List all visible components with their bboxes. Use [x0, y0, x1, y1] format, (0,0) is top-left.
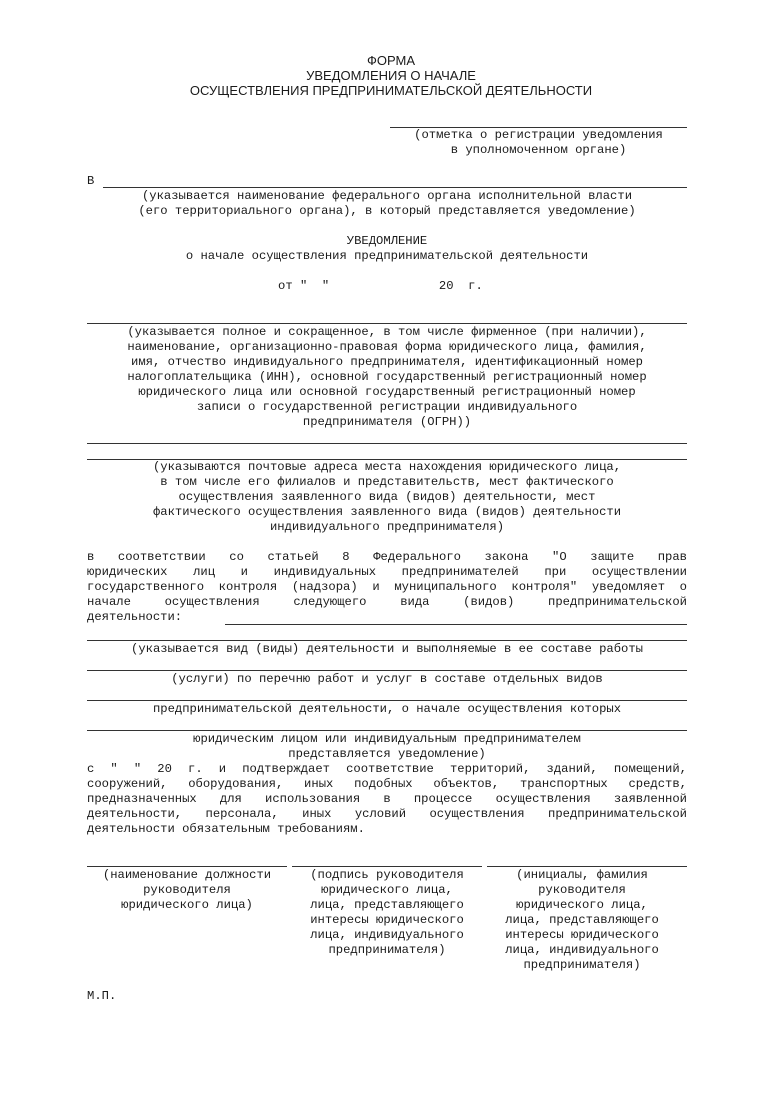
registration-mark-caption: (отметка о регистрации уведомления — [414, 128, 663, 142]
initials-caption: руководителя — [538, 883, 626, 897]
applicant-note: предпринимателя (ОГРН)) — [302, 415, 472, 429]
activity-line — [87, 730, 687, 731]
signature-caption: лица, представляющего — [310, 898, 464, 912]
initials-caption: лица, индивидуального — [505, 943, 659, 957]
law-paragraph-line: юридических лиц и индивидуальных предпринимателей при осуществлении — [87, 565, 687, 579]
applicant-note: налогоплательщика (ИНН), основной государственный регистрационный номер — [127, 370, 647, 384]
applicant-note: записи о государственной регистрации индивидуального — [196, 400, 578, 414]
signature-line — [292, 866, 482, 867]
signature-caption: лица, индивидуального — [310, 928, 464, 942]
signature-caption: интересы юридического — [310, 913, 464, 927]
address-note: индивидуального предпринимателя) — [269, 520, 505, 534]
position-caption: (наименование должности — [102, 868, 272, 882]
law-paragraph-line: государственного контроля (надзора) и муниципального контроля" уведомляет о — [87, 580, 687, 594]
compliance-paragraph-line: предназначенных для использования в процессе осуществления заявленной — [87, 792, 687, 806]
position-line — [87, 866, 287, 867]
activity-line — [87, 670, 687, 671]
activity-line — [87, 700, 687, 701]
applicant-note: (указывается полное и сокращенное, в том числе фирменное (при наличии), — [127, 325, 647, 339]
initials-line — [487, 866, 687, 867]
notification-title: УВЕДОМЛЕНИЕ — [346, 234, 428, 248]
law-paragraph-line: в соответствии со статьей 8 Федерального закона "О защите прав — [87, 550, 687, 564]
initials-caption: предпринимателя) — [523, 958, 641, 972]
registration-mark-caption: в уполномоченном органе) — [450, 143, 627, 157]
organ-note: (указывается наименование федерального органа исполнительной власти — [141, 189, 633, 203]
signature-caption: юридического лица, — [321, 883, 453, 897]
stamp-placeholder: М.П. — [87, 989, 117, 1003]
signature-caption: (подпись руководителя — [310, 868, 464, 882]
applicant-note: имя, отчество индивидуального предпринимателя, идентификационный номер — [131, 355, 643, 369]
notification-date: от " " 20 г. — [278, 279, 483, 293]
organ-name-line — [103, 187, 687, 188]
address-note: осуществления заявленного вида (видов) деятельности, мест — [178, 490, 596, 504]
activity-note: юридическим лицом или индивидуальным предпринимателем — [193, 732, 581, 746]
to-organ-prefix: В — [87, 174, 95, 188]
organ-note: (его территориального органа), в который представляется уведомление) — [138, 204, 636, 218]
law-paragraph-line: начале осуществления следующего вида (видов) предпринимательской — [87, 595, 687, 609]
activity-label: деятельности: — [87, 610, 183, 624]
notification-subtitle: о начале осуществления предпринимательской деятельности — [185, 249, 589, 263]
applicant-note: наименование, организационно-правовая форма юридического лица, фамилия, — [127, 340, 647, 354]
address-note: в том числе его филиалов и представительств, мест фактического — [160, 475, 614, 489]
activity-note: предпринимательской деятельности, о начале осуществления которых — [152, 702, 622, 716]
initials-caption: лица, представляющего — [505, 913, 659, 927]
activity-line — [87, 640, 687, 641]
address-note: (указываются почтовые адреса места нахождения юридического лица, — [152, 460, 622, 474]
activity-note: (услуги) по перечню работ и услуг в составе отдельных видов — [171, 672, 603, 686]
address-note: фактического осуществления заявленного вида (видов) деятельности — [152, 505, 622, 519]
compliance-paragraph-line: сооружений, оборудования, иных подобных объектов, транспортных средств, — [87, 777, 687, 791]
compliance-paragraph-line: с " " 20 г. и подтверждает соответствие территорий, зданий, помещений, — [87, 762, 687, 776]
form-title-line: УВЕДОМЛЕНИЯ О НАЧАЛЕ — [306, 68, 476, 83]
applicant-note: юридического лица или основной государственный регистрационный номер — [138, 385, 636, 399]
initials-caption: юридического лица, — [516, 898, 648, 912]
compliance-paragraph-line: деятельности обязательным требованиям. — [87, 822, 365, 836]
signature-caption: предпринимателя) — [328, 943, 446, 957]
address-line — [87, 443, 687, 444]
activity-line — [225, 624, 687, 625]
activity-note: (указывается вид (виды) деятельности и выполняемые в ее составе работы — [131, 642, 643, 656]
position-caption: руководителя — [143, 883, 231, 897]
form-label: ФОРМА — [366, 53, 416, 68]
form-title-line: ОСУЩЕСТВЛЕНИЯ ПРЕДПРИНИМАТЕЛЬСКОЙ ДЕЯТЕЛЬНОСТИ — [189, 83, 593, 98]
initials-caption: (инициалы, фамилия — [516, 868, 648, 882]
position-caption: юридического лица) — [121, 898, 253, 912]
initials-caption: интересы юридического — [505, 928, 659, 942]
compliance-paragraph-line: деятельности, персонала, иных условий осуществления предпринимательской — [87, 807, 687, 821]
applicant-line — [87, 323, 687, 324]
activity-note: представляется уведомление) — [288, 747, 486, 761]
